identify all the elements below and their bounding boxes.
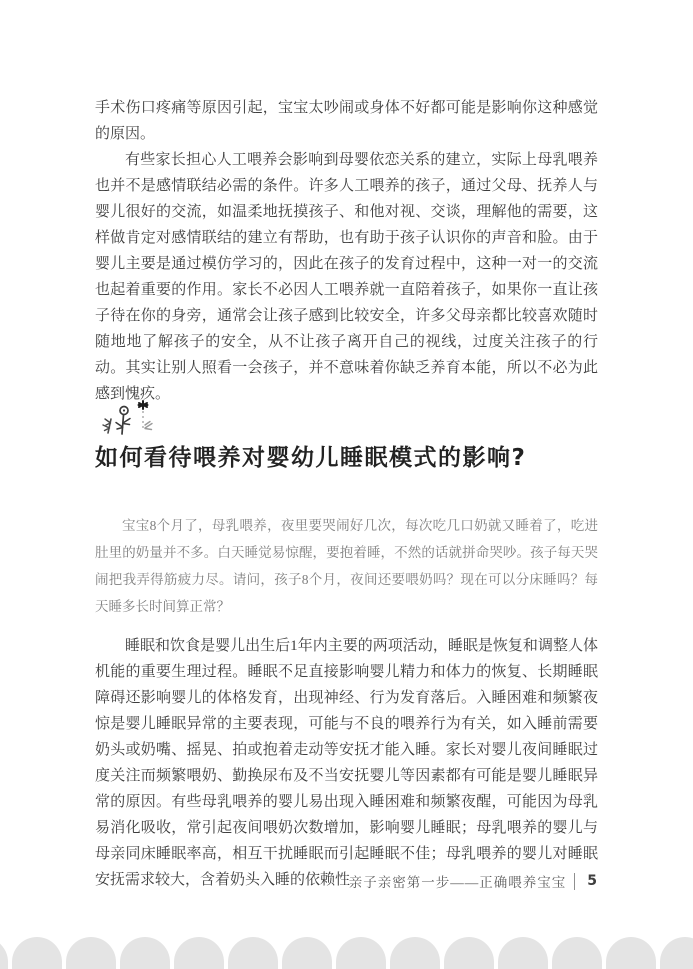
scallop-dome <box>282 937 332 969</box>
question-block <box>95 512 598 620</box>
section-heading <box>95 398 598 472</box>
scallop-dome <box>660 937 693 969</box>
paragraph-bottle-feeding: 有些家长担心人工喂养会影响到母婴依恋关系的建立，实际上母乳喂养也并不是感情联结必需的条件。许多人工喂养的孩子，通过父母、抚养人与婴儿很好的交流，如温柔地抚摸孩子、和他对视、交谈，理解他的需要，这样做肯定对感情联结的建立有帮助，也有助于孩子认识你的声音和脸。由于婴儿主要是通过模仿学习的，因此在孩子的发育过程中，这种一对一的交流也起着重要的作用。家长不必因人工喂养就一直陪着孩子，如果你一直让孩子待在你的身旁，通常会让孩子感到比较安全，许多父母亲都比较喜欢随时随地地了解孩子的安全，从不让孩子离开自己的视线，过度关注孩子的行动。其实让别人照看一会孩子，并不意味着你缺乏养育本能，所以不必为此感到愧疚。 <box>95 152 598 402</box>
scallop-dome <box>66 937 116 969</box>
scallop-dome <box>444 937 494 969</box>
scallop-border <box>0 937 693 969</box>
question-paragraph: 宝宝8个月了，母乳喂养，夜里要哭闹好几次，每次吃几口奶就又睡着了，吃进肚里的奶量并不多。白天睡觉易惊醒，要抱着睡，不然的话就拼命哭吵。孩子每天哭闹把我弄得筋疲力尽。请问，孩子8个月，夜间还要喂奶吗？现在可以分床睡吗？每天睡多长时间算正常？ <box>95 518 598 614</box>
page-footer <box>349 871 597 891</box>
scallop-dome <box>552 937 602 969</box>
scallop-dome <box>0 937 8 969</box>
scallop-dome <box>174 937 224 969</box>
footer-divider <box>574 873 575 890</box>
answer-block <box>95 633 598 893</box>
scallop-dome <box>120 937 170 969</box>
scallop-dome <box>498 937 548 969</box>
scallop-dome <box>228 937 278 969</box>
scallop-dome <box>336 937 386 969</box>
scallop-dome <box>390 937 440 969</box>
answer-paragraph: 睡眠和饮食是婴儿出生后1年内主要的两项活动，睡眠是恢复和调整人体机能的重要生理过程。睡眠不足直接影响婴儿精力和体力的恢复、长期睡眠障碍还影响婴儿的体格发育，出现神经、行为发育落后。入睡困难和频繁夜惊是婴儿睡眠异常的主要表现，可能与不良的喂养行为有关，如入睡前需要奶头或奶嘴、摇晃、拍或抱着走动等安抚才能入睡。家长对婴儿夜间睡眠过度关注而频繁喂奶、勤换尿布及不当安抚婴儿等因素都有可能是婴儿睡眠异常的原因。有些母乳喂养的婴儿易出现入睡困难和频繁夜醒，可能因为母乳易消化吸收，常引起夜间喂奶次数增加，影响婴儿睡眠；母乳喂养的婴儿与母亲同床睡眠率高，相互干扰睡眠而引起睡眠不佳；母乳喂养的婴儿对睡眠安抚需求较大，含着奶头入睡的依赖性 <box>95 638 598 888</box>
scallop-dome <box>606 937 656 969</box>
intro-paragraphs <box>95 95 598 407</box>
section-title: 如何看待喂养对婴幼儿睡眠模式的影响? <box>95 445 527 471</box>
paragraph-continuation: 手术伤口疼痛等原因引起，宝宝太吵闹或身体不好都可能是影响你这种感觉的原因。 <box>95 100 598 142</box>
page-number: 5 <box>587 873 597 889</box>
flower-sprig-icon <box>99 398 161 436</box>
running-title: 亲子亲密第一步——正确喂养宝宝 <box>348 875 567 890</box>
scallop-dome <box>12 937 62 969</box>
